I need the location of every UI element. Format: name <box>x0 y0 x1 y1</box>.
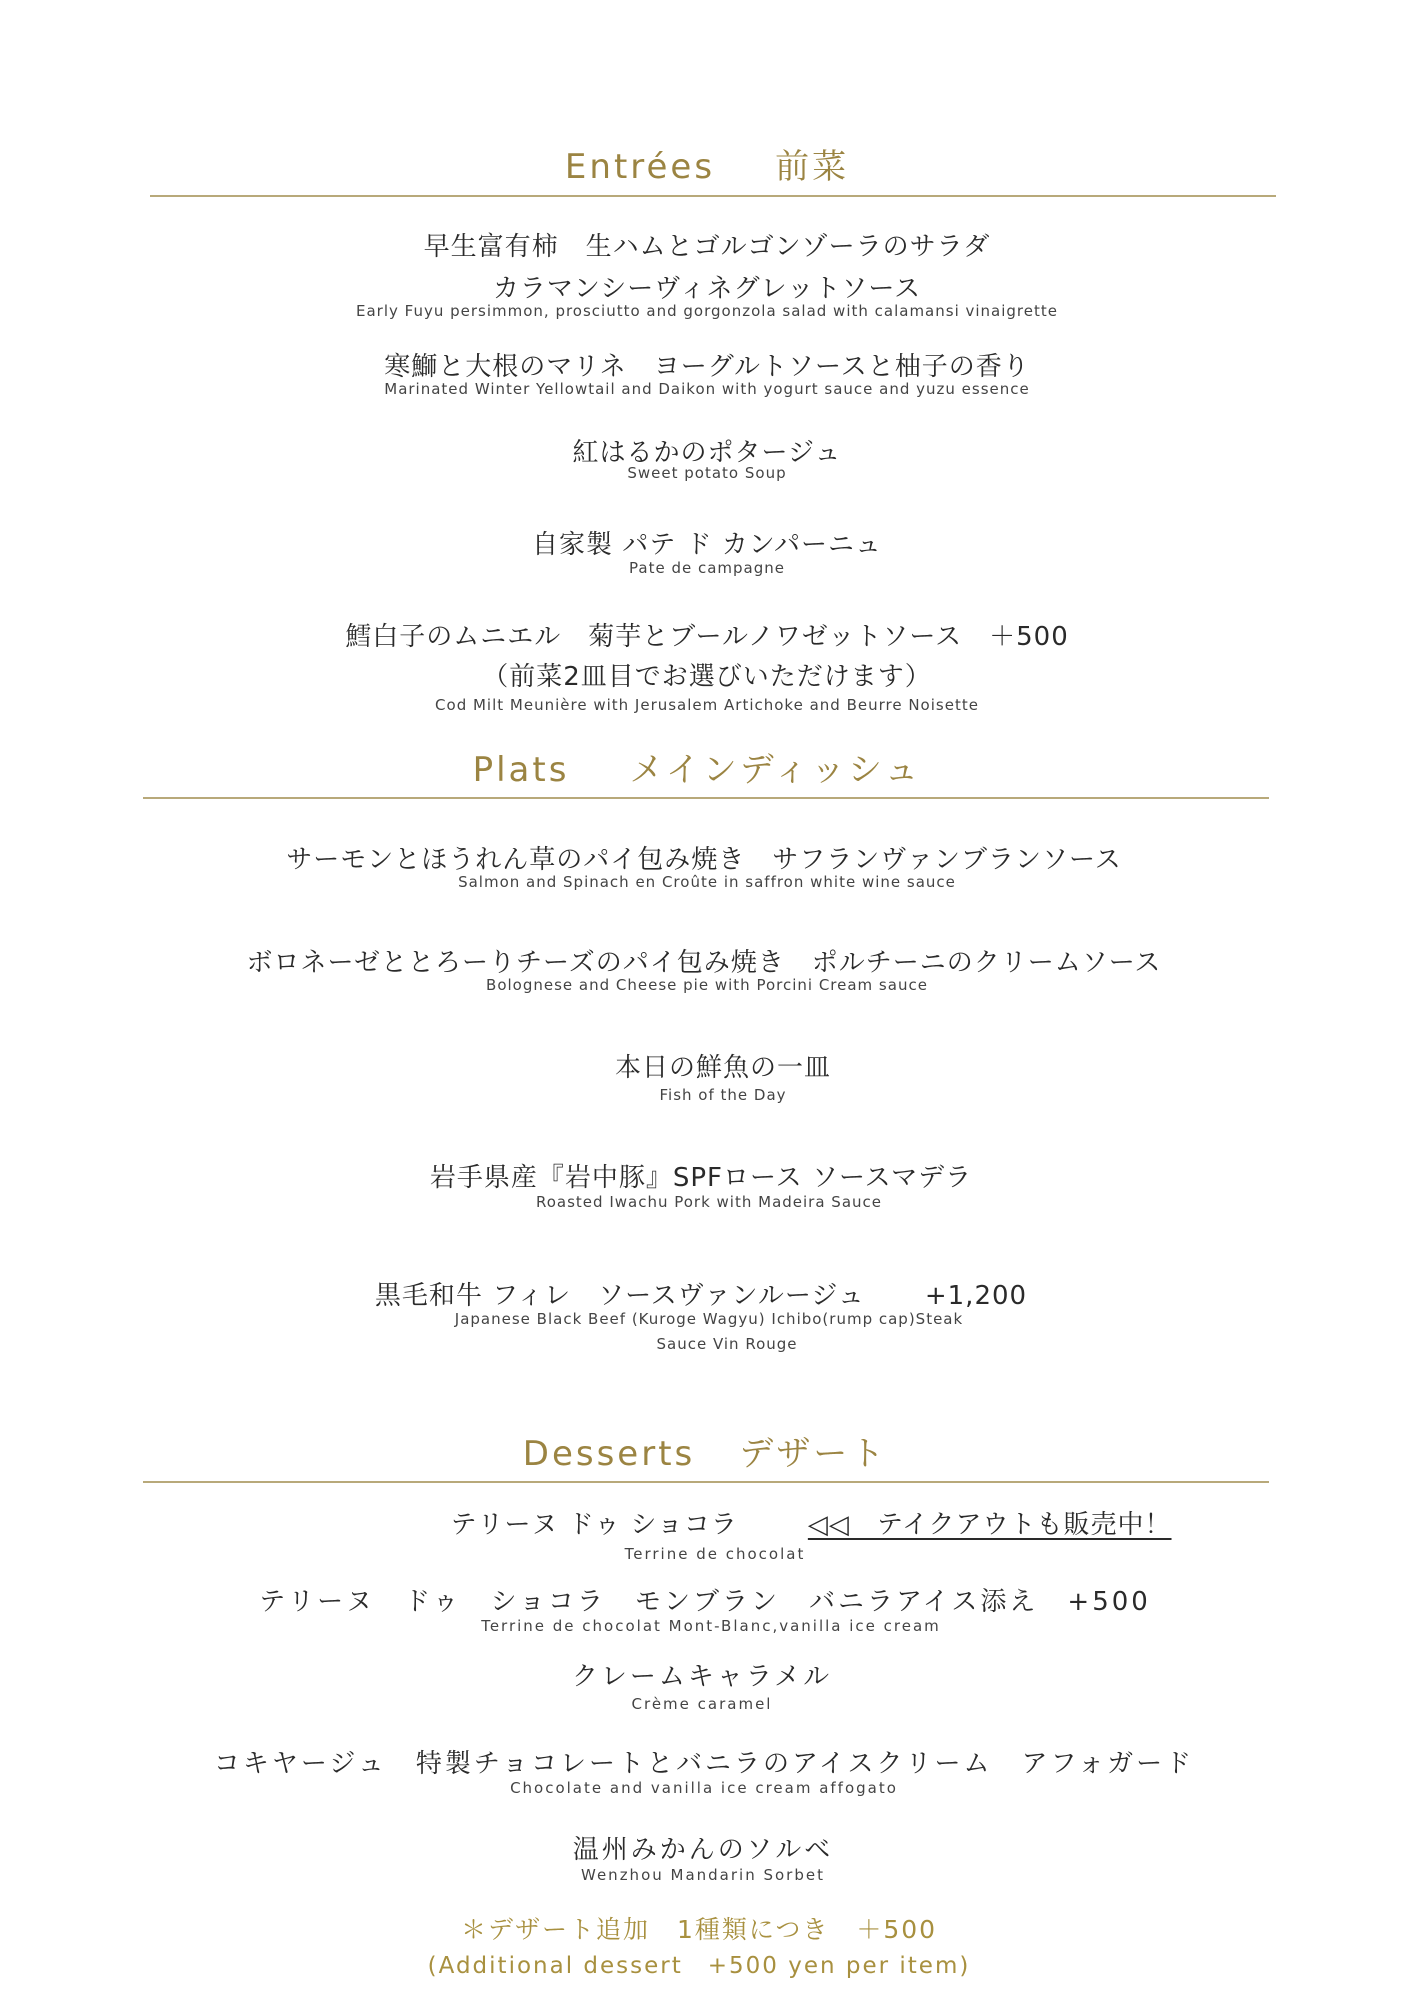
dessert-1-jp: テリーヌ ドゥ ショコラ <box>450 1510 738 1540</box>
dessert-2-jp: テリーヌ ドゥ ショコラ モンブラン バニラアイス添え +500 <box>259 1587 1151 1617</box>
takeout-note: ◁◁ テイクアウトも販売中！ <box>807 1510 1172 1540</box>
plat-1-en: Salmon and Spinach en Croûte in saffron white wine sauce <box>458 873 956 891</box>
entrees-title-jp: 前菜 <box>775 147 850 187</box>
entree-3-en: Sweet potato Soup <box>627 464 787 482</box>
desserts-title-fr: Desserts <box>522 1434 696 1474</box>
entree-4-en: Pate de campagne <box>629 559 785 577</box>
dessert-footnote-en: (Additional dessert +500 yen per item) <box>427 1953 971 1979</box>
plat-5-en2: Sauce Vin Rouge <box>656 1335 798 1353</box>
entrees-title-fr: Entrées <box>564 147 716 187</box>
plat-5-jp-row <box>0 1275 1408 1312</box>
plat-3-jp: 本日の鮮魚の一皿 <box>614 1053 831 1083</box>
plats-title-jp: メインディッシュ <box>629 750 922 790</box>
entree-3-jp: 紅はるかのポタージュ <box>572 438 842 468</box>
dessert-4-jp: コキヤージュ 特製チョコレートとバニラのアイスクリーム アフォガード <box>213 1749 1195 1779</box>
entree-1-jp: 早生富有柿 生ハムとゴルゴンゾーラのサラダ <box>423 232 991 262</box>
plats-divider <box>143 797 1269 799</box>
entree-2-en: Marinated Winter Yellowtail and Daikon with yogurt sauce and yuzu essence <box>384 380 1030 398</box>
dessert-5-jp: 温州みかんのソルベ <box>572 1835 834 1865</box>
desserts-title-jp: デザート <box>739 1434 888 1474</box>
section-title-plats <box>0 742 1404 791</box>
dessert-1-jp-row <box>104 1504 1414 1541</box>
entree-5-en: Cod Milt Meunière with Jerusalem Artichoke and Beurre Noisette <box>435 696 979 714</box>
plat-3-en: Fish of the Day <box>659 1086 787 1104</box>
dessert-3-en: Crème caramel <box>631 1695 773 1713</box>
dessert-5-en: Wenzhou Mandarin Sorbet <box>581 1866 825 1884</box>
entree-1-en: Early Fuyu persimmon, prosciutto and gorgonzola salad with calamansi vinaigrette <box>355 302 1058 320</box>
plats-title-fr: Plats <box>472 750 570 790</box>
plat-4-jp: 岩手県産『岩中豚』SPFロース ソースマデラ <box>429 1163 973 1193</box>
dessert-2-en: Terrine de chocolat Mont-Blanc,vanilla ice cream <box>481 1617 941 1635</box>
entree-4-jp: 自家製 パテ ド カンパーニュ <box>532 530 882 560</box>
plat-1-jp: サーモンとほうれん草のパイ包み焼き サフランヴァンブランソース <box>286 845 1122 875</box>
section-title-desserts <box>0 1426 1412 1475</box>
entree-1-jp2: カラマンシーヴィネグレットソース <box>492 274 922 304</box>
dessert-1-en: Terrine de chocolat <box>624 1545 806 1563</box>
plat-5-jp: 黒毛和牛 フィレ ソースヴァンルージュ <box>374 1281 865 1311</box>
dessert-3-jp: クレームキャラメル <box>571 1662 833 1692</box>
section-title-entrees <box>0 139 1414 188</box>
desserts-divider <box>143 1481 1269 1483</box>
entree-5-jp2: （前菜2皿目でお選びいただけます） <box>482 662 932 692</box>
dessert-4-en: Chocolate and vanilla ice cream affogato <box>510 1779 898 1797</box>
plat-2-en: Bolognese and Cheese pie with Porcini Cream sauce <box>486 976 928 994</box>
entree-5-jp: 鱈白子のムニエル 菊芋とブールノワゼットソース ＋500 <box>345 622 1069 652</box>
entrees-divider <box>150 195 1276 197</box>
plat-4-en: Roasted Iwachu Pork with Madeira Sauce <box>535 1193 883 1211</box>
plat-5-en: Japanese Black Beef (Kuroge Wagyu) Ichibo(rump cap)Steak <box>454 1310 964 1328</box>
dessert-footnote-jp: ＊デザート追加 1種類につき ＋500 <box>460 1915 938 1944</box>
plat-5-price: +1,200 <box>924 1281 1028 1311</box>
entree-2-jp: 寒鰤と大根のマリネ ヨーグルトソースと柚子の香り <box>384 352 1030 382</box>
plat-2-jp: ボロネーゼととろーりチーズのパイ包み焼き ポルチーニのクリームソース <box>246 948 1162 978</box>
